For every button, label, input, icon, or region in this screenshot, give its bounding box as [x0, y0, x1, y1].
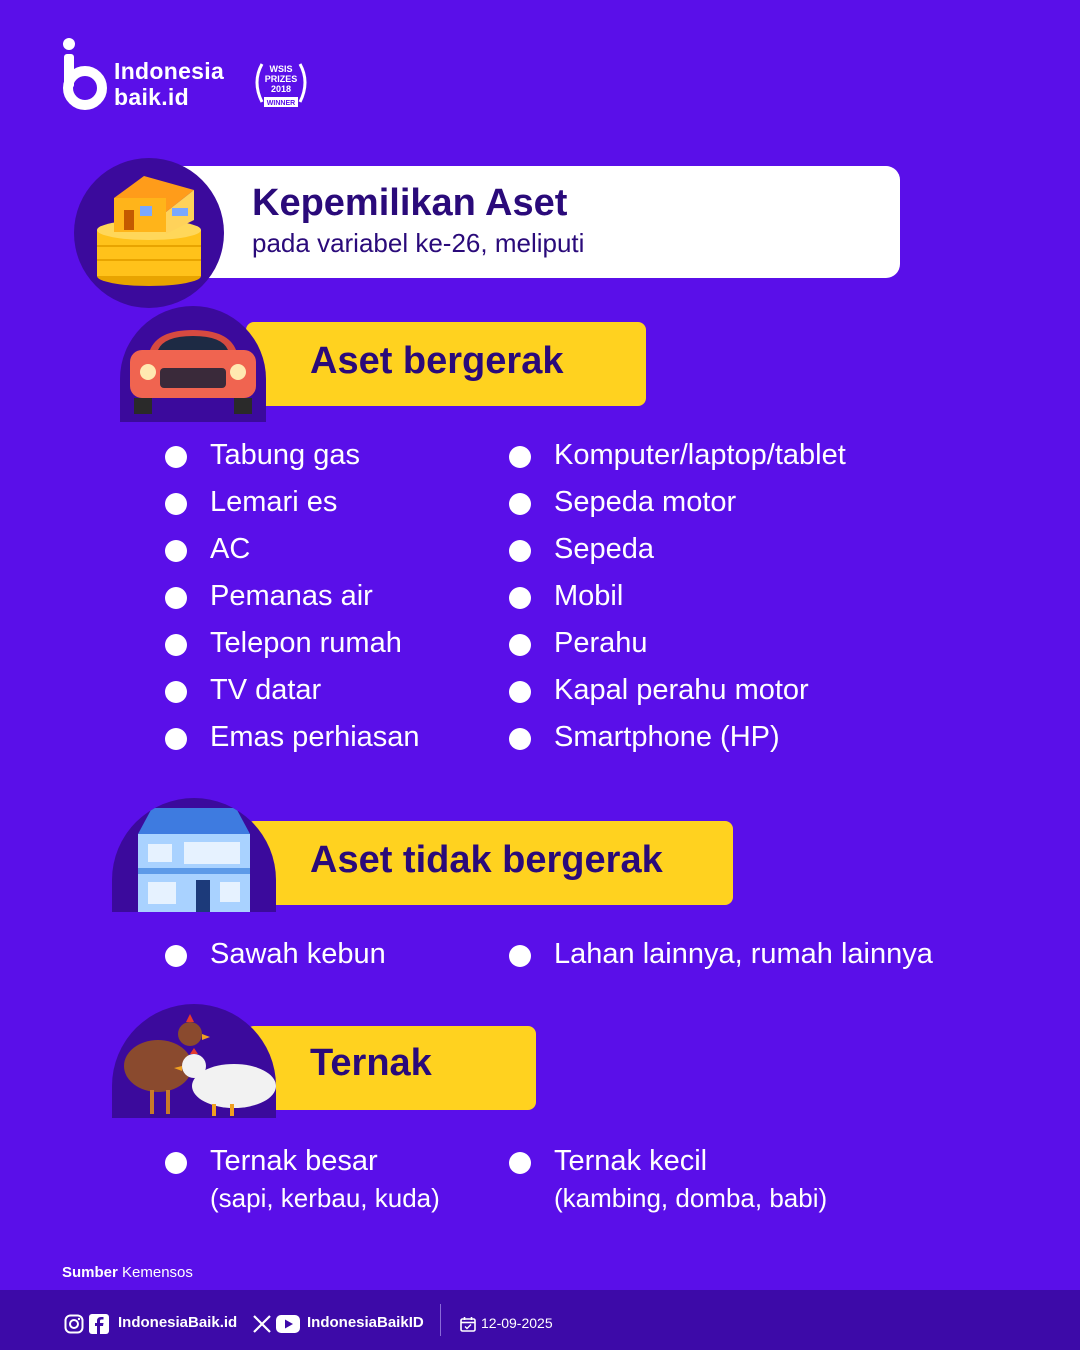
page-subtitle: pada variabel ke-26, meliputi [252, 228, 585, 258]
list-item: Ternak besar [210, 1145, 378, 1177]
source-note [62, 1264, 193, 1281]
bullet-dot [509, 634, 531, 656]
award-line-1: WSIS [269, 64, 293, 74]
list-item: Komputer/laptop/tablet [554, 439, 846, 471]
chickens-icon [112, 1004, 276, 1118]
list-item: Emas perhiasan [210, 721, 420, 753]
car-icon [120, 306, 266, 422]
footer-handle-1[interactable]: IndonesiaBaik.id [118, 1314, 238, 1331]
facebook-icon[interactable] [89, 1314, 109, 1334]
award-line-3: 2018 [270, 84, 292, 94]
title-card [150, 166, 900, 278]
calendar-icon [460, 1316, 476, 1332]
instagram-icon[interactable] [64, 1314, 84, 1334]
footer-handle-2[interactable]: IndonesiaBaikID [307, 1314, 424, 1331]
list-item: Sepeda motor [554, 486, 737, 518]
section-livestock-bar [246, 1026, 536, 1110]
list-item: Lahan lainnya, rumah lainnya [554, 938, 933, 970]
list-item-detail: (kambing, domba, babi) [554, 1183, 828, 1213]
building-icon [112, 798, 276, 912]
bullet-dot [509, 540, 531, 562]
section-immovable-label: Aset tidak bergerak [310, 839, 663, 881]
list-item: Sawah kebun [210, 938, 386, 970]
award-line-2: PRIZES [264, 74, 298, 84]
list-item: Pemanas air [210, 580, 373, 612]
house-on-coins-icon [74, 158, 224, 308]
bullet-dot [165, 540, 187, 562]
list-item: Lemari es [210, 486, 338, 518]
bullet-dot [509, 945, 531, 967]
bullet-dot [509, 493, 531, 515]
list-item: TV datar [210, 674, 322, 706]
source-label: Sumber [62, 1264, 118, 1281]
list-item: AC [210, 533, 251, 565]
indonesiabaik-logo-icon [62, 38, 108, 110]
house-coins-illustration [74, 158, 224, 308]
footer-bar [0, 1290, 1080, 1350]
publish-date: 12-09-2025 [481, 1315, 553, 1331]
bullet-dot [165, 945, 187, 967]
bullet-dot [509, 681, 531, 703]
bullet-dot [165, 634, 187, 656]
bullet-dot [165, 728, 187, 750]
list-item: Ternak kecil [554, 1145, 708, 1177]
list-item-detail: (sapi, kerbau, kuda) [210, 1183, 440, 1213]
car-illustration [120, 306, 266, 422]
logo-wordmark [114, 58, 224, 110]
source-value: Kemensos [122, 1264, 193, 1281]
wsis-award-icon [248, 52, 314, 118]
x-twitter-icon[interactable] [253, 1315, 271, 1333]
section-livestock-label: Ternak [310, 1042, 432, 1084]
section-movable-label: Aset bergerak [310, 340, 564, 382]
bullet-dot [165, 493, 187, 515]
bullet-dot [509, 587, 531, 609]
list-item: Mobil [554, 580, 624, 612]
bullet-dot [165, 446, 187, 468]
bullet-dot [165, 587, 187, 609]
bullet-dot [165, 681, 187, 703]
list-item: Perahu [554, 627, 648, 659]
bullet-dot [509, 1152, 531, 1174]
section-movable-bar [246, 322, 646, 406]
footer-separator [440, 1304, 441, 1336]
bullet-dot [509, 728, 531, 750]
bullet-dot [165, 1152, 187, 1174]
bullet-dot [509, 446, 531, 468]
list-item: Telepon rumah [210, 627, 402, 659]
list-item: Sepeda [554, 533, 654, 565]
brand-logo [62, 38, 322, 118]
list-item: Kapal perahu motor [554, 674, 809, 706]
section-immovable-bar [246, 821, 733, 905]
logo-line-2: baik.id [114, 84, 189, 110]
youtube-icon[interactable] [276, 1315, 300, 1333]
list-item: Smartphone (HP) [554, 721, 780, 753]
logo-line-1: Indonesia [114, 58, 225, 84]
house-illustration [112, 798, 276, 912]
page-title: Kepemilikan Aset [252, 182, 568, 224]
list-item: Tabung gas [210, 439, 360, 471]
award-line-4: WINNER [266, 100, 296, 107]
chicken-illustration [112, 1004, 276, 1118]
